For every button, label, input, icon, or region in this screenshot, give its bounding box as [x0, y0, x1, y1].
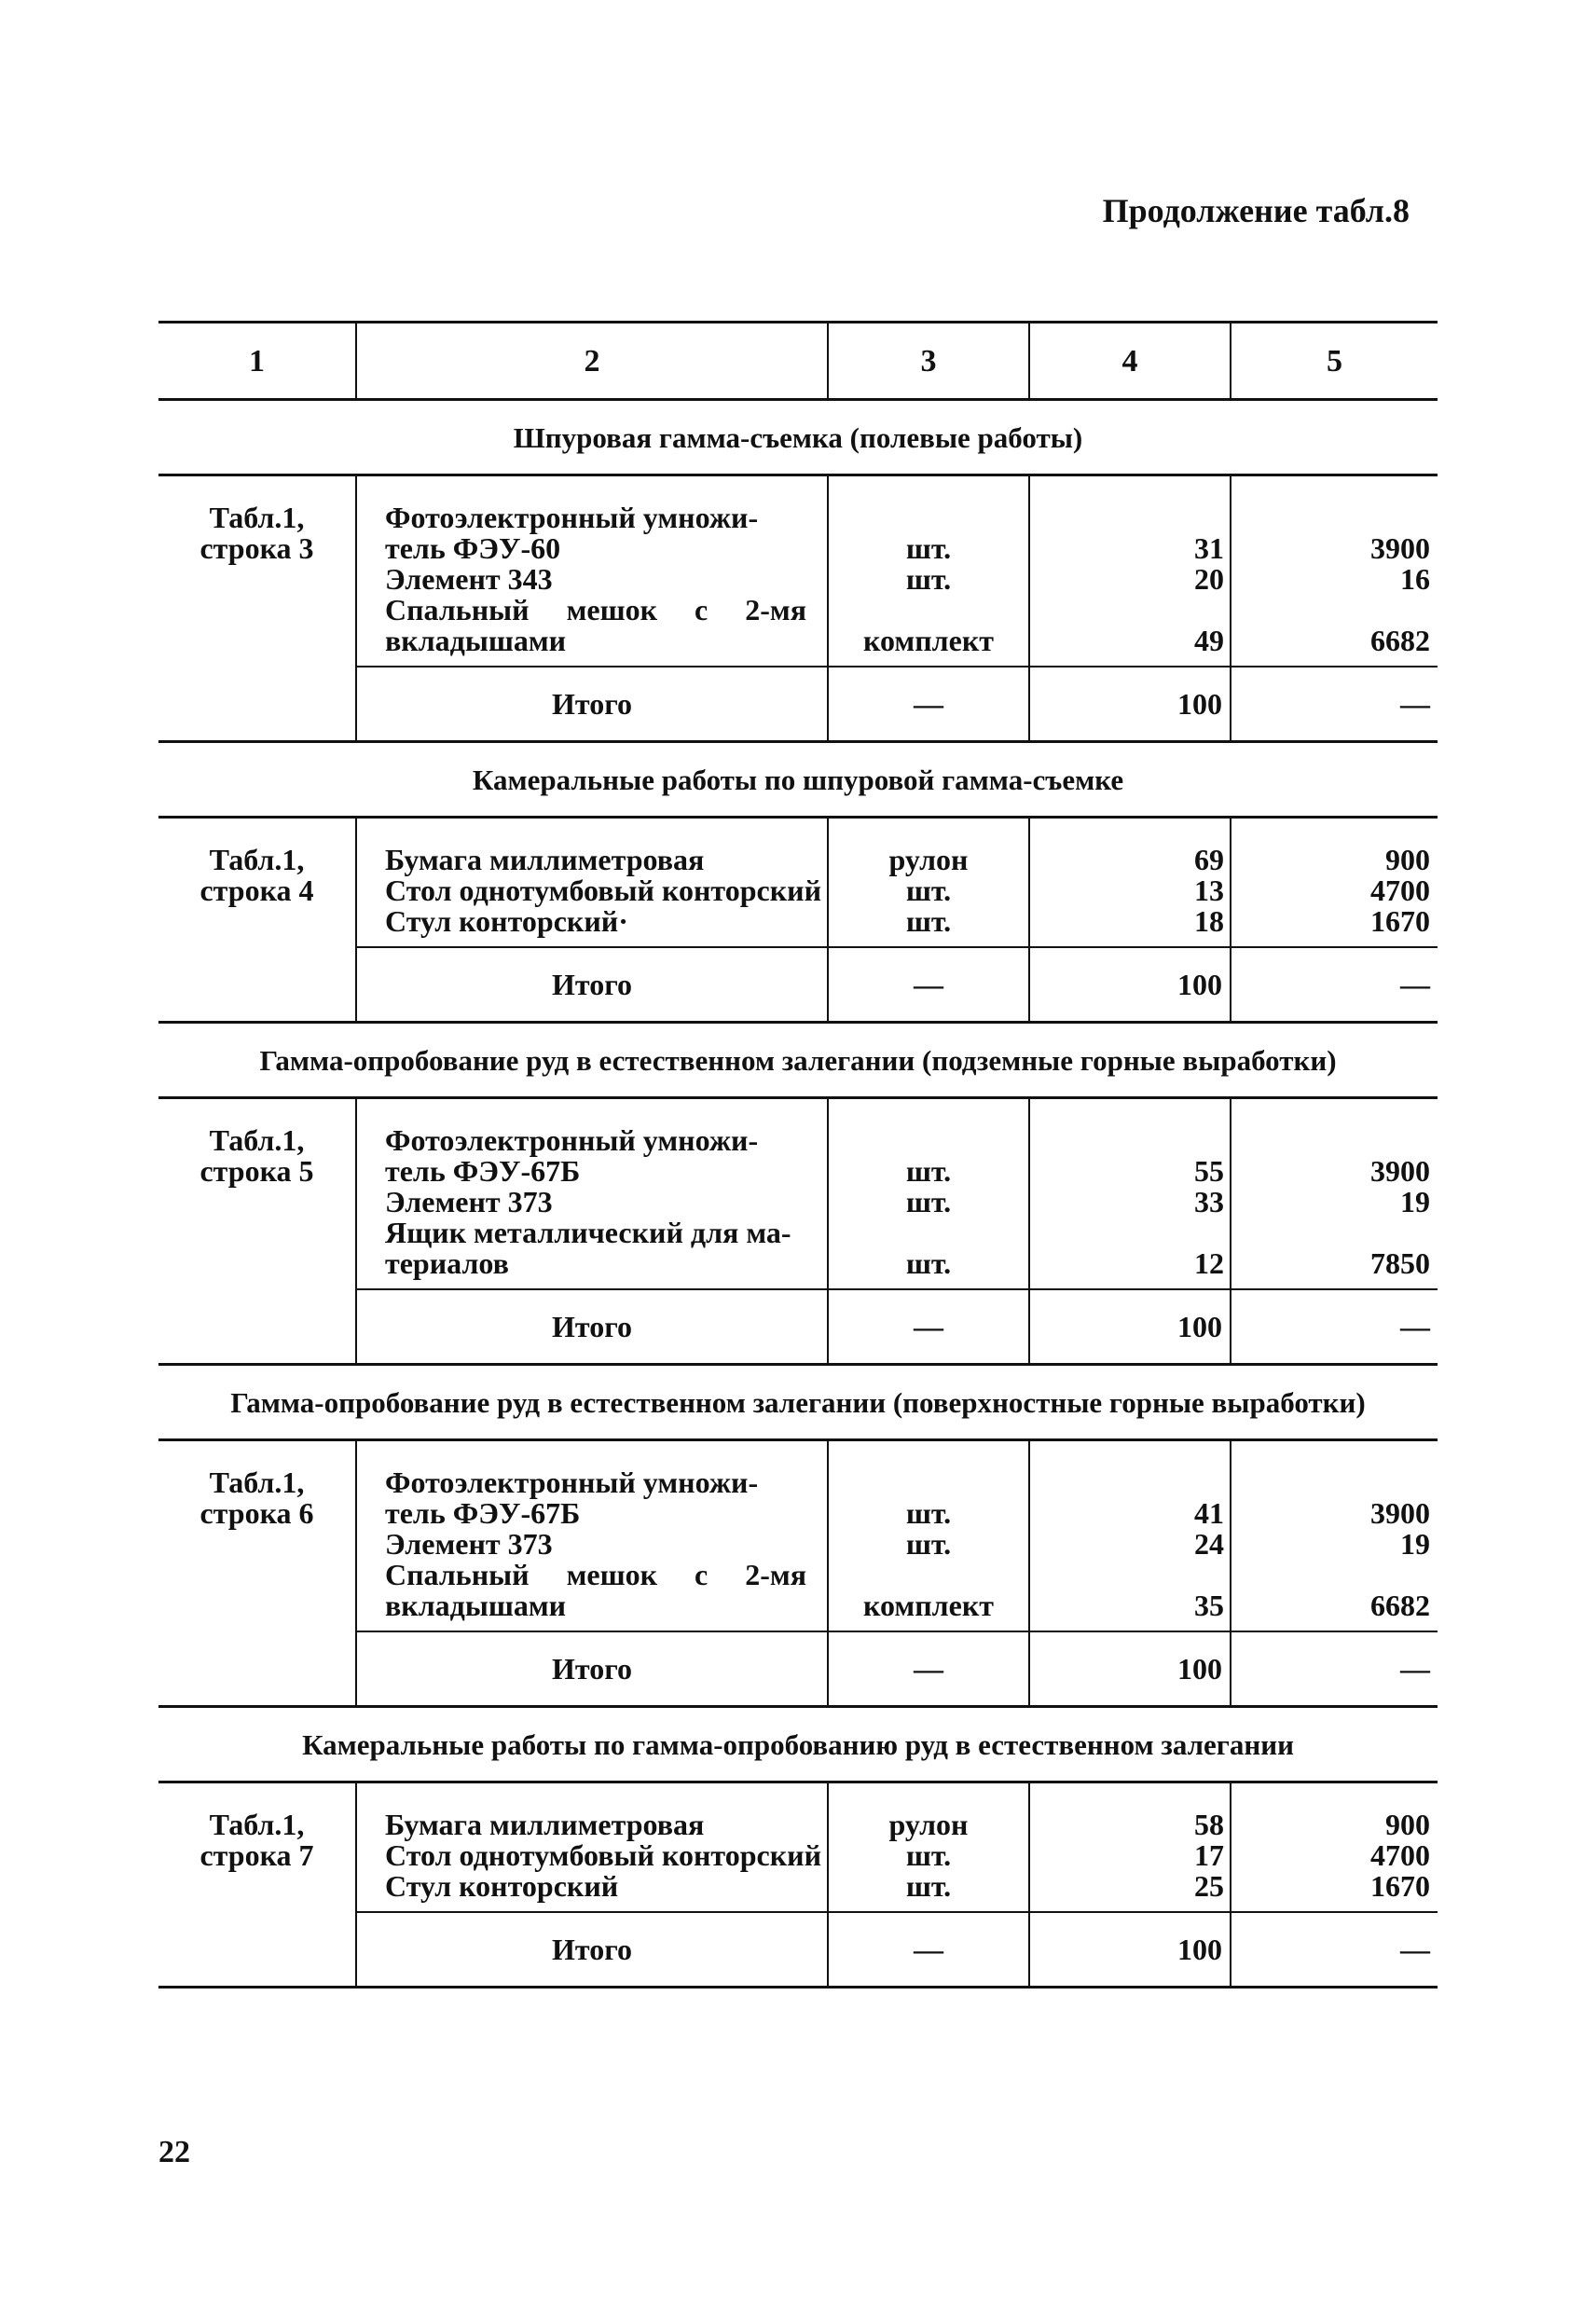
total-price: —: [1231, 1289, 1438, 1365]
table-reference: [158, 475, 356, 667]
total-share: 100: [1029, 1631, 1231, 1707]
unit-cell: [828, 818, 1029, 948]
table-continuation-label: Продолжение табл.8: [1102, 192, 1410, 229]
item-name: тель ФЭУ-67Б: [385, 1496, 581, 1530]
item-name-cell: [356, 1098, 828, 1290]
item-name: Фотоэлектронный умножи-: [385, 1466, 759, 1499]
items-row: [158, 1782, 1438, 1913]
share: 58: [1194, 1808, 1224, 1841]
total-share: 100: [1029, 1289, 1231, 1365]
items-row: [158, 475, 1438, 667]
total-unit: —: [828, 1289, 1029, 1365]
unit: рулон: [888, 1808, 969, 1841]
item-name: Стул конторский·: [385, 904, 628, 938]
section-title: Шпуровая гамма-съемка (полевые работы): [158, 400, 1438, 475]
column-number: 5: [1231, 323, 1438, 400]
reference-line: Табл.1,: [209, 1123, 305, 1157]
price-cell: [1231, 475, 1438, 667]
item-name: вкладышами: [385, 1589, 567, 1622]
price: 4700: [1370, 874, 1430, 907]
items-row: [158, 818, 1438, 948]
reference-line: строка 4: [200, 874, 314, 907]
price: 19: [1400, 1527, 1430, 1561]
table-body: [158, 323, 1438, 1988]
unit: [829, 502, 1028, 533]
item-name-cell: [356, 475, 828, 667]
unit: шт.: [905, 562, 952, 596]
reference-line: строка 7: [200, 1838, 314, 1872]
table-reference: [158, 1782, 356, 1913]
item-name: вкладышами: [385, 624, 567, 657]
total-label: Итого: [356, 1631, 828, 1707]
unit: шт.: [905, 531, 952, 565]
price: 19: [1400, 1185, 1430, 1218]
price: 900: [1385, 843, 1430, 876]
item-name: Стул конторский: [385, 1869, 619, 1903]
item-name: Элемент 343: [385, 562, 553, 596]
share: [1030, 1467, 1224, 1498]
share: 69: [1194, 843, 1224, 876]
share: 13: [1194, 874, 1224, 907]
item-name: Элемент 373: [385, 1185, 553, 1218]
share: [1030, 1125, 1224, 1156]
unit: шт.: [905, 874, 952, 907]
price: 6682: [1370, 624, 1430, 657]
unit: шт.: [905, 1869, 952, 1903]
share: 33: [1194, 1185, 1224, 1218]
total-row: [158, 1912, 1438, 1988]
price: [1231, 1218, 1430, 1248]
unit: шт.: [905, 1154, 952, 1188]
unit: шт.: [905, 1838, 952, 1872]
section-title: Камеральные работы по гамма-опробованию руд в естественном залегании: [158, 1707, 1438, 1782]
item-name: Фотоэлектронный умножи-: [385, 1123, 759, 1157]
price-cell: [1231, 1782, 1438, 1913]
total-price: —: [1231, 1912, 1438, 1988]
total-unit: —: [828, 667, 1029, 742]
column-number: 4: [1029, 323, 1231, 400]
share: [1030, 502, 1224, 533]
item-name: Спальный мешок с 2-мя: [385, 1558, 806, 1591]
section-title-row: [158, 1365, 1438, 1440]
reference-line: строка 5: [200, 1154, 314, 1188]
item-name: тель ФЭУ-67Б: [385, 1154, 581, 1188]
price-cell: [1231, 818, 1438, 948]
total-unit: —: [828, 1912, 1029, 1988]
price-cell: [1231, 1440, 1438, 1632]
items-row: [158, 1440, 1438, 1632]
total-price: —: [1231, 1631, 1438, 1707]
share: 12: [1194, 1246, 1224, 1280]
column-number: 3: [828, 323, 1029, 400]
reference-line: Табл.1,: [209, 843, 305, 876]
total-share: 100: [1029, 667, 1231, 742]
share: 31: [1194, 531, 1224, 565]
share-cell: [1029, 818, 1231, 948]
price: [1231, 1467, 1430, 1498]
reference-line: Табл.1,: [209, 1466, 305, 1499]
unit: [829, 1467, 1028, 1498]
total-row: [158, 667, 1438, 742]
item-name: Стол однотумбовый конторский: [385, 874, 822, 907]
unit: шт.: [905, 1246, 952, 1280]
total-label: Итого: [356, 947, 828, 1023]
reference-line: строка 6: [200, 1496, 314, 1530]
item-name: Ящик металлический для ма-: [385, 1216, 791, 1249]
table-reference: [158, 1440, 356, 1632]
item-name: Бумага миллиметровая: [385, 843, 705, 876]
section-title: Камеральные работы по шпуровой гамма-съемке: [158, 742, 1438, 818]
unit: шт.: [905, 1527, 952, 1561]
table-reference: [158, 818, 356, 948]
unit: [829, 595, 1028, 626]
price-cell: [1231, 1098, 1438, 1290]
item-name-cell: [356, 1440, 828, 1632]
unit: шт.: [905, 1185, 952, 1218]
unit-cell: [828, 475, 1029, 667]
cost-table: [158, 321, 1438, 1989]
section-title-row: [158, 1707, 1438, 1782]
column-number: 2: [356, 323, 828, 400]
unit: [829, 1218, 1028, 1248]
item-name: териалов: [385, 1246, 509, 1280]
section-title: Гамма-опробование руд в естественном залегании (подземные горные выработки): [158, 1023, 1438, 1098]
column-number: 1: [158, 323, 356, 400]
price: 3900: [1370, 1154, 1430, 1188]
item-name: Стол однотумбовый конторский: [385, 1838, 822, 1872]
share: 18: [1194, 904, 1224, 938]
total-row: [158, 1289, 1438, 1365]
price: 900: [1385, 1808, 1430, 1841]
total-price: —: [1231, 947, 1438, 1023]
total-empty-cell: [158, 1289, 356, 1365]
price: 16: [1400, 562, 1430, 596]
table-reference: [158, 1098, 356, 1290]
total-share: 100: [1029, 947, 1231, 1023]
share: 49: [1194, 624, 1224, 657]
price: [1231, 1125, 1430, 1156]
share: [1030, 1560, 1224, 1590]
total-empty-cell: [158, 667, 356, 742]
price: [1231, 1560, 1430, 1590]
share-cell: [1029, 1782, 1231, 1913]
unit-cell: [828, 1782, 1029, 1913]
total-row: [158, 1631, 1438, 1707]
share: 41: [1194, 1496, 1224, 1530]
share: 35: [1194, 1589, 1224, 1622]
unit: [829, 1560, 1028, 1590]
reference-line: строка 3: [200, 531, 314, 565]
unit: рулон: [888, 843, 969, 876]
section-title-row: [158, 1023, 1438, 1098]
unit: [829, 1125, 1028, 1156]
share: 20: [1194, 562, 1224, 596]
unit-cell: [828, 1098, 1029, 1290]
total-empty-cell: [158, 1912, 356, 1988]
section-title-row: [158, 400, 1438, 475]
total-label: Итого: [356, 1912, 828, 1988]
total-unit: —: [828, 1631, 1029, 1707]
reference-line: Табл.1,: [209, 1808, 305, 1841]
unit: шт.: [905, 904, 952, 938]
price: [1231, 595, 1430, 626]
price: 4700: [1370, 1838, 1430, 1872]
price: 1670: [1370, 1869, 1430, 1903]
total-label: Итого: [356, 1289, 828, 1365]
page-number: 22: [158, 2135, 190, 2169]
share: [1030, 1218, 1224, 1248]
share-cell: [1029, 1098, 1231, 1290]
unit-cell: [828, 1440, 1029, 1632]
total-row: [158, 947, 1438, 1023]
item-name: тель ФЭУ-60: [385, 531, 561, 565]
column-number-row: [158, 323, 1438, 400]
share: 24: [1194, 1527, 1224, 1561]
price: 7850: [1370, 1246, 1430, 1280]
section-title-row: [158, 742, 1438, 818]
unit: комплект: [863, 624, 994, 657]
section-title: Гамма-опробование руд в естественном залегании (поверхностные горные выработки): [158, 1365, 1438, 1440]
price: [1231, 502, 1430, 533]
total-empty-cell: [158, 1631, 356, 1707]
share-cell: [1029, 475, 1231, 667]
item-name: Спальный мешок с 2-мя: [385, 593, 806, 626]
price: 3900: [1370, 531, 1430, 565]
total-label: Итого: [356, 667, 828, 742]
total-unit: —: [828, 947, 1029, 1023]
total-share: 100: [1029, 1912, 1231, 1988]
total-empty-cell: [158, 947, 356, 1023]
share: 25: [1194, 1869, 1224, 1903]
unit: комплект: [863, 1589, 994, 1622]
items-row: [158, 1098, 1438, 1290]
price: 1670: [1370, 904, 1430, 938]
price: 3900: [1370, 1496, 1430, 1530]
item-name: Фотоэлектронный умножи-: [385, 501, 759, 534]
item-name-cell: [356, 818, 828, 948]
share: [1030, 595, 1224, 626]
item-name: Бумага миллиметровая: [385, 1808, 705, 1841]
item-name: Элемент 373: [385, 1527, 553, 1561]
unit: шт.: [905, 1496, 952, 1530]
share: 55: [1194, 1154, 1224, 1188]
share: 17: [1194, 1838, 1224, 1872]
price: 6682: [1370, 1589, 1430, 1622]
item-name-cell: [356, 1782, 828, 1913]
reference-line: Табл.1,: [209, 501, 305, 534]
share-cell: [1029, 1440, 1231, 1632]
total-price: —: [1231, 667, 1438, 742]
